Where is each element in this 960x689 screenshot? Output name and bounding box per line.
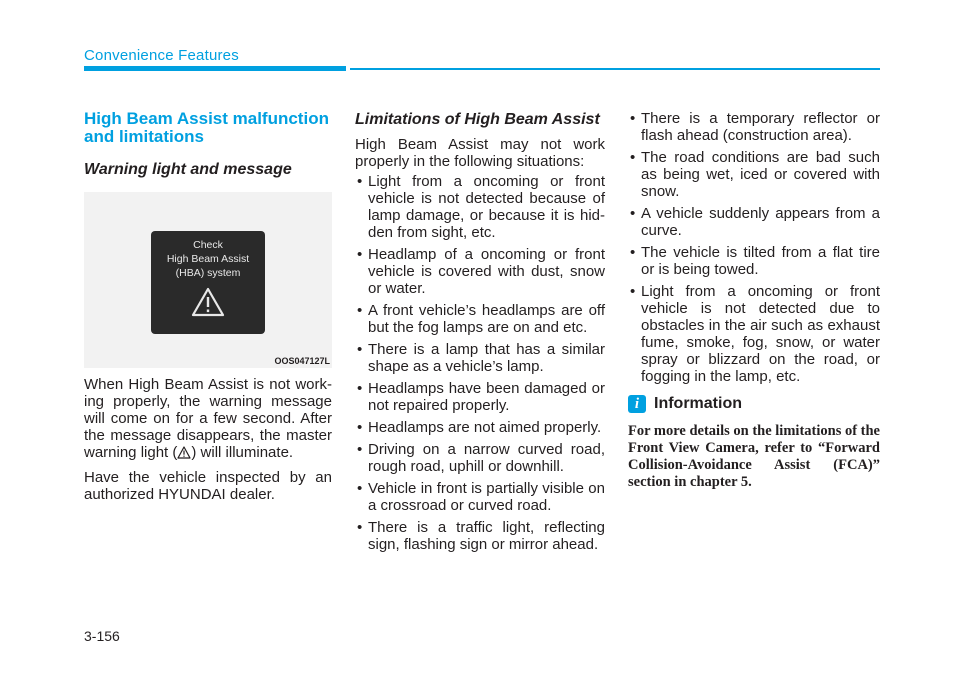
bullet-icon: • — [357, 380, 363, 397]
bullet-icon: • — [357, 341, 363, 358]
header-rule-thin — [350, 68, 880, 70]
list-item-text: Vehicle in front is partially visible on a crossroad or curved road. — [368, 480, 605, 514]
list-item — [355, 341, 605, 375]
bullet-icon: • — [357, 480, 363, 497]
limitations-intro: High Beam Assist may not work properly in the following situations: — [355, 136, 605, 170]
bullet-icon: • — [357, 419, 363, 436]
list-item — [628, 283, 880, 385]
information-label: Information — [654, 395, 742, 412]
list-item — [628, 244, 880, 278]
bullet-icon: • — [357, 173, 363, 190]
list-item — [355, 441, 605, 475]
paragraph-malfunction — [84, 376, 332, 461]
list-item — [355, 302, 605, 336]
information-header — [628, 395, 880, 413]
display-line-3: (HBA) system — [175, 267, 241, 279]
section-header: Convenience Features — [84, 47, 239, 64]
list-item — [628, 149, 880, 200]
middle-column — [355, 110, 605, 558]
list-item — [355, 519, 605, 553]
list-item-text: A front vehicle’s headlamps are off but the fog lamps are on and etc. — [368, 302, 605, 336]
list-item — [355, 246, 605, 297]
cluster-display — [151, 231, 265, 334]
right-column — [628, 110, 880, 491]
limitations-list-continued — [628, 110, 880, 385]
display-line-2: High Beam Assist — [166, 253, 250, 265]
list-item — [355, 480, 605, 514]
bullet-icon: • — [630, 205, 636, 222]
left-column — [84, 110, 332, 503]
bullet-icon: • — [357, 246, 363, 263]
figure-code: OOS047127L — [274, 356, 330, 366]
list-item-text: The vehicle is tilted from a flat tire or is being towed. — [641, 244, 880, 278]
page-number: 3-156 — [84, 628, 120, 644]
information-text: For more details on the limitations of the Front View Camera, refer to “Forward Collision-Avoidance Assist (FCA)” section in chapter 5. — [628, 423, 880, 490]
limitations-list — [355, 173, 605, 553]
list-item-text: Headlamps are not aimed properly. — [368, 419, 602, 436]
list-item-text: Light from a oncoming or front vehicle is not detected due to obstacles in the air such as exhaust fume, smoke, fog, snow, or water spray or blizzard on the road, or fogging in the lamp, etc. — [641, 283, 880, 385]
list-item-text: Headlamps have been damaged or not repaired properly. — [368, 380, 605, 414]
bullet-icon: • — [630, 283, 636, 300]
list-item-text: The road conditions are bad such as being wet, iced or covered with snow. — [641, 149, 880, 200]
list-item — [355, 419, 605, 436]
section-title: High Beam Assist malfunction and limitations — [84, 109, 329, 146]
paragraph-text-b: ) will illuminate. — [191, 444, 294, 461]
paragraph-text-a: When High Beam Assist is not work-ing properly, the warning message will come on for a few second. After the message disappears, the master warning light ( — [84, 376, 332, 461]
list-item — [628, 205, 880, 239]
info-icon: i — [628, 395, 646, 413]
bullet-icon: • — [357, 519, 363, 536]
bullet-icon: • — [630, 149, 636, 166]
bullet-icon: • — [630, 244, 636, 261]
warning-message-figure — [84, 192, 332, 368]
list-item-text: Headlamp of a oncoming or front vehicle is covered with dust, snow or water. — [368, 246, 605, 297]
list-item-text: There is a lamp that has a similar shape as a vehicle’s lamp. — [368, 341, 605, 375]
list-item-text: There is a traffic light, reflecting sign, flashing sign or mirror ahead. — [368, 519, 605, 553]
list-item — [628, 110, 880, 144]
display-line-1: Check — [193, 239, 223, 251]
list-item-text: There is a temporary reflector or flash ahead (construction area). — [641, 110, 880, 144]
list-item — [355, 173, 605, 241]
list-item-text: A vehicle suddenly appears from a curve. — [641, 205, 880, 239]
list-item — [355, 380, 605, 414]
bullet-icon: • — [357, 302, 363, 319]
warning-triangle-icon — [191, 287, 225, 317]
list-item-text: Driving on a narrow curved road, rough road, uphill or downhill. — [368, 441, 605, 475]
bullet-icon: • — [630, 110, 636, 127]
paragraph-dealer: Have the vehicle inspected by an authorized HYUNDAI dealer. — [84, 469, 332, 503]
subsection-title: Warning light and message — [84, 161, 292, 178]
master-warning-icon — [177, 446, 191, 459]
list-item-text: Light from a oncoming or front vehicle is not detected because of lamp damage, or because it is hid-den from sight, etc. — [368, 173, 605, 241]
bullet-icon: • — [357, 441, 363, 458]
header-rule-thick — [84, 66, 346, 71]
limitations-title: Limitations of High Beam Assist — [355, 111, 600, 128]
